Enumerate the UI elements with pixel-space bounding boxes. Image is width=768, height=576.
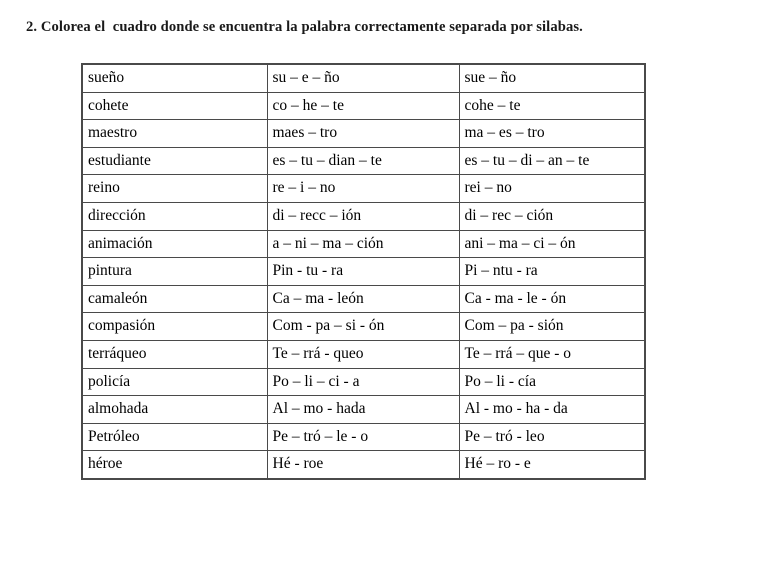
option-b-cell[interactable]: Ca - ma - le - ón [459,285,645,313]
option-a-cell[interactable]: co – he – te [267,92,459,120]
word-cell: Petróleo [82,423,267,451]
option-a-cell[interactable]: Ca – ma - león [267,285,459,313]
word-cell: sueño [82,64,267,92]
table-row [82,340,645,368]
option-b-cell[interactable]: rei – no [459,175,645,203]
word-cell: pintura [82,258,267,286]
table-row [82,258,645,286]
option-b-cell[interactable]: sue – ño [459,64,645,92]
word-cell: estudiante [82,147,267,175]
table-row [82,285,645,313]
word-cell: camaleón [82,285,267,313]
word-cell: reino [82,175,267,203]
option-a-cell[interactable]: Al – mo - hada [267,396,459,424]
option-b-cell[interactable]: Com – pa - sión [459,313,645,341]
option-b-cell[interactable]: es – tu – di – an – te [459,147,645,175]
option-a-cell[interactable]: Pe – tró – le - o [267,423,459,451]
syllable-separation-table [81,63,646,480]
word-cell: cohete [82,92,267,120]
table-row [82,202,645,230]
option-a-cell[interactable]: es – tu – dian – te [267,147,459,175]
option-b-cell[interactable]: cohe – te [459,92,645,120]
option-b-cell[interactable]: di – rec – ción [459,202,645,230]
word-cell: terráqueo [82,340,267,368]
table-row [82,451,645,479]
option-a-cell[interactable]: su – e – ño [267,64,459,92]
instruction-text: 2. Colorea el cuadro donde se encuentra la palabra correctamente separada por silabas. [26,19,583,35]
option-a-cell[interactable]: Hé - roe [267,451,459,479]
option-b-cell[interactable]: ani – ma – ci – ón [459,230,645,258]
word-cell: animación [82,230,267,258]
option-a-cell[interactable]: re – i – no [267,175,459,203]
table-row [82,423,645,451]
table-row [82,230,645,258]
option-a-cell[interactable]: Pin - tu - ra [267,258,459,286]
word-cell: policía [82,368,267,396]
option-b-cell[interactable]: Po – li - cía [459,368,645,396]
table-body [82,64,645,479]
option-a-cell[interactable]: Po – li – ci - a [267,368,459,396]
option-b-cell[interactable]: Hé – ro - e [459,451,645,479]
option-a-cell[interactable]: Com - pa – si - ón [267,313,459,341]
table-row [82,396,645,424]
option-a-cell[interactable]: a – ni – ma – ción [267,230,459,258]
word-cell: héroe [82,451,267,479]
option-b-cell[interactable]: ma – es – tro [459,120,645,148]
table-row [82,64,645,92]
option-b-cell[interactable]: Pi – ntu - ra [459,258,645,286]
word-cell: compasión [82,313,267,341]
table-row [82,368,645,396]
table-row [82,313,645,341]
table-row [82,147,645,175]
option-a-cell[interactable]: maes – tro [267,120,459,148]
word-cell: almohada [82,396,267,424]
table-row [82,175,645,203]
word-cell: maestro [82,120,267,148]
option-a-cell[interactable]: di – recc – ión [267,202,459,230]
option-b-cell[interactable]: Al - mo - ha - da [459,396,645,424]
option-a-cell[interactable]: Te – rrá - queo [267,340,459,368]
table-row [82,120,645,148]
table-row [82,92,645,120]
word-cell: dirección [82,202,267,230]
option-b-cell[interactable]: Pe – tró - leo [459,423,645,451]
option-b-cell[interactable]: Te – rrá – que - o [459,340,645,368]
